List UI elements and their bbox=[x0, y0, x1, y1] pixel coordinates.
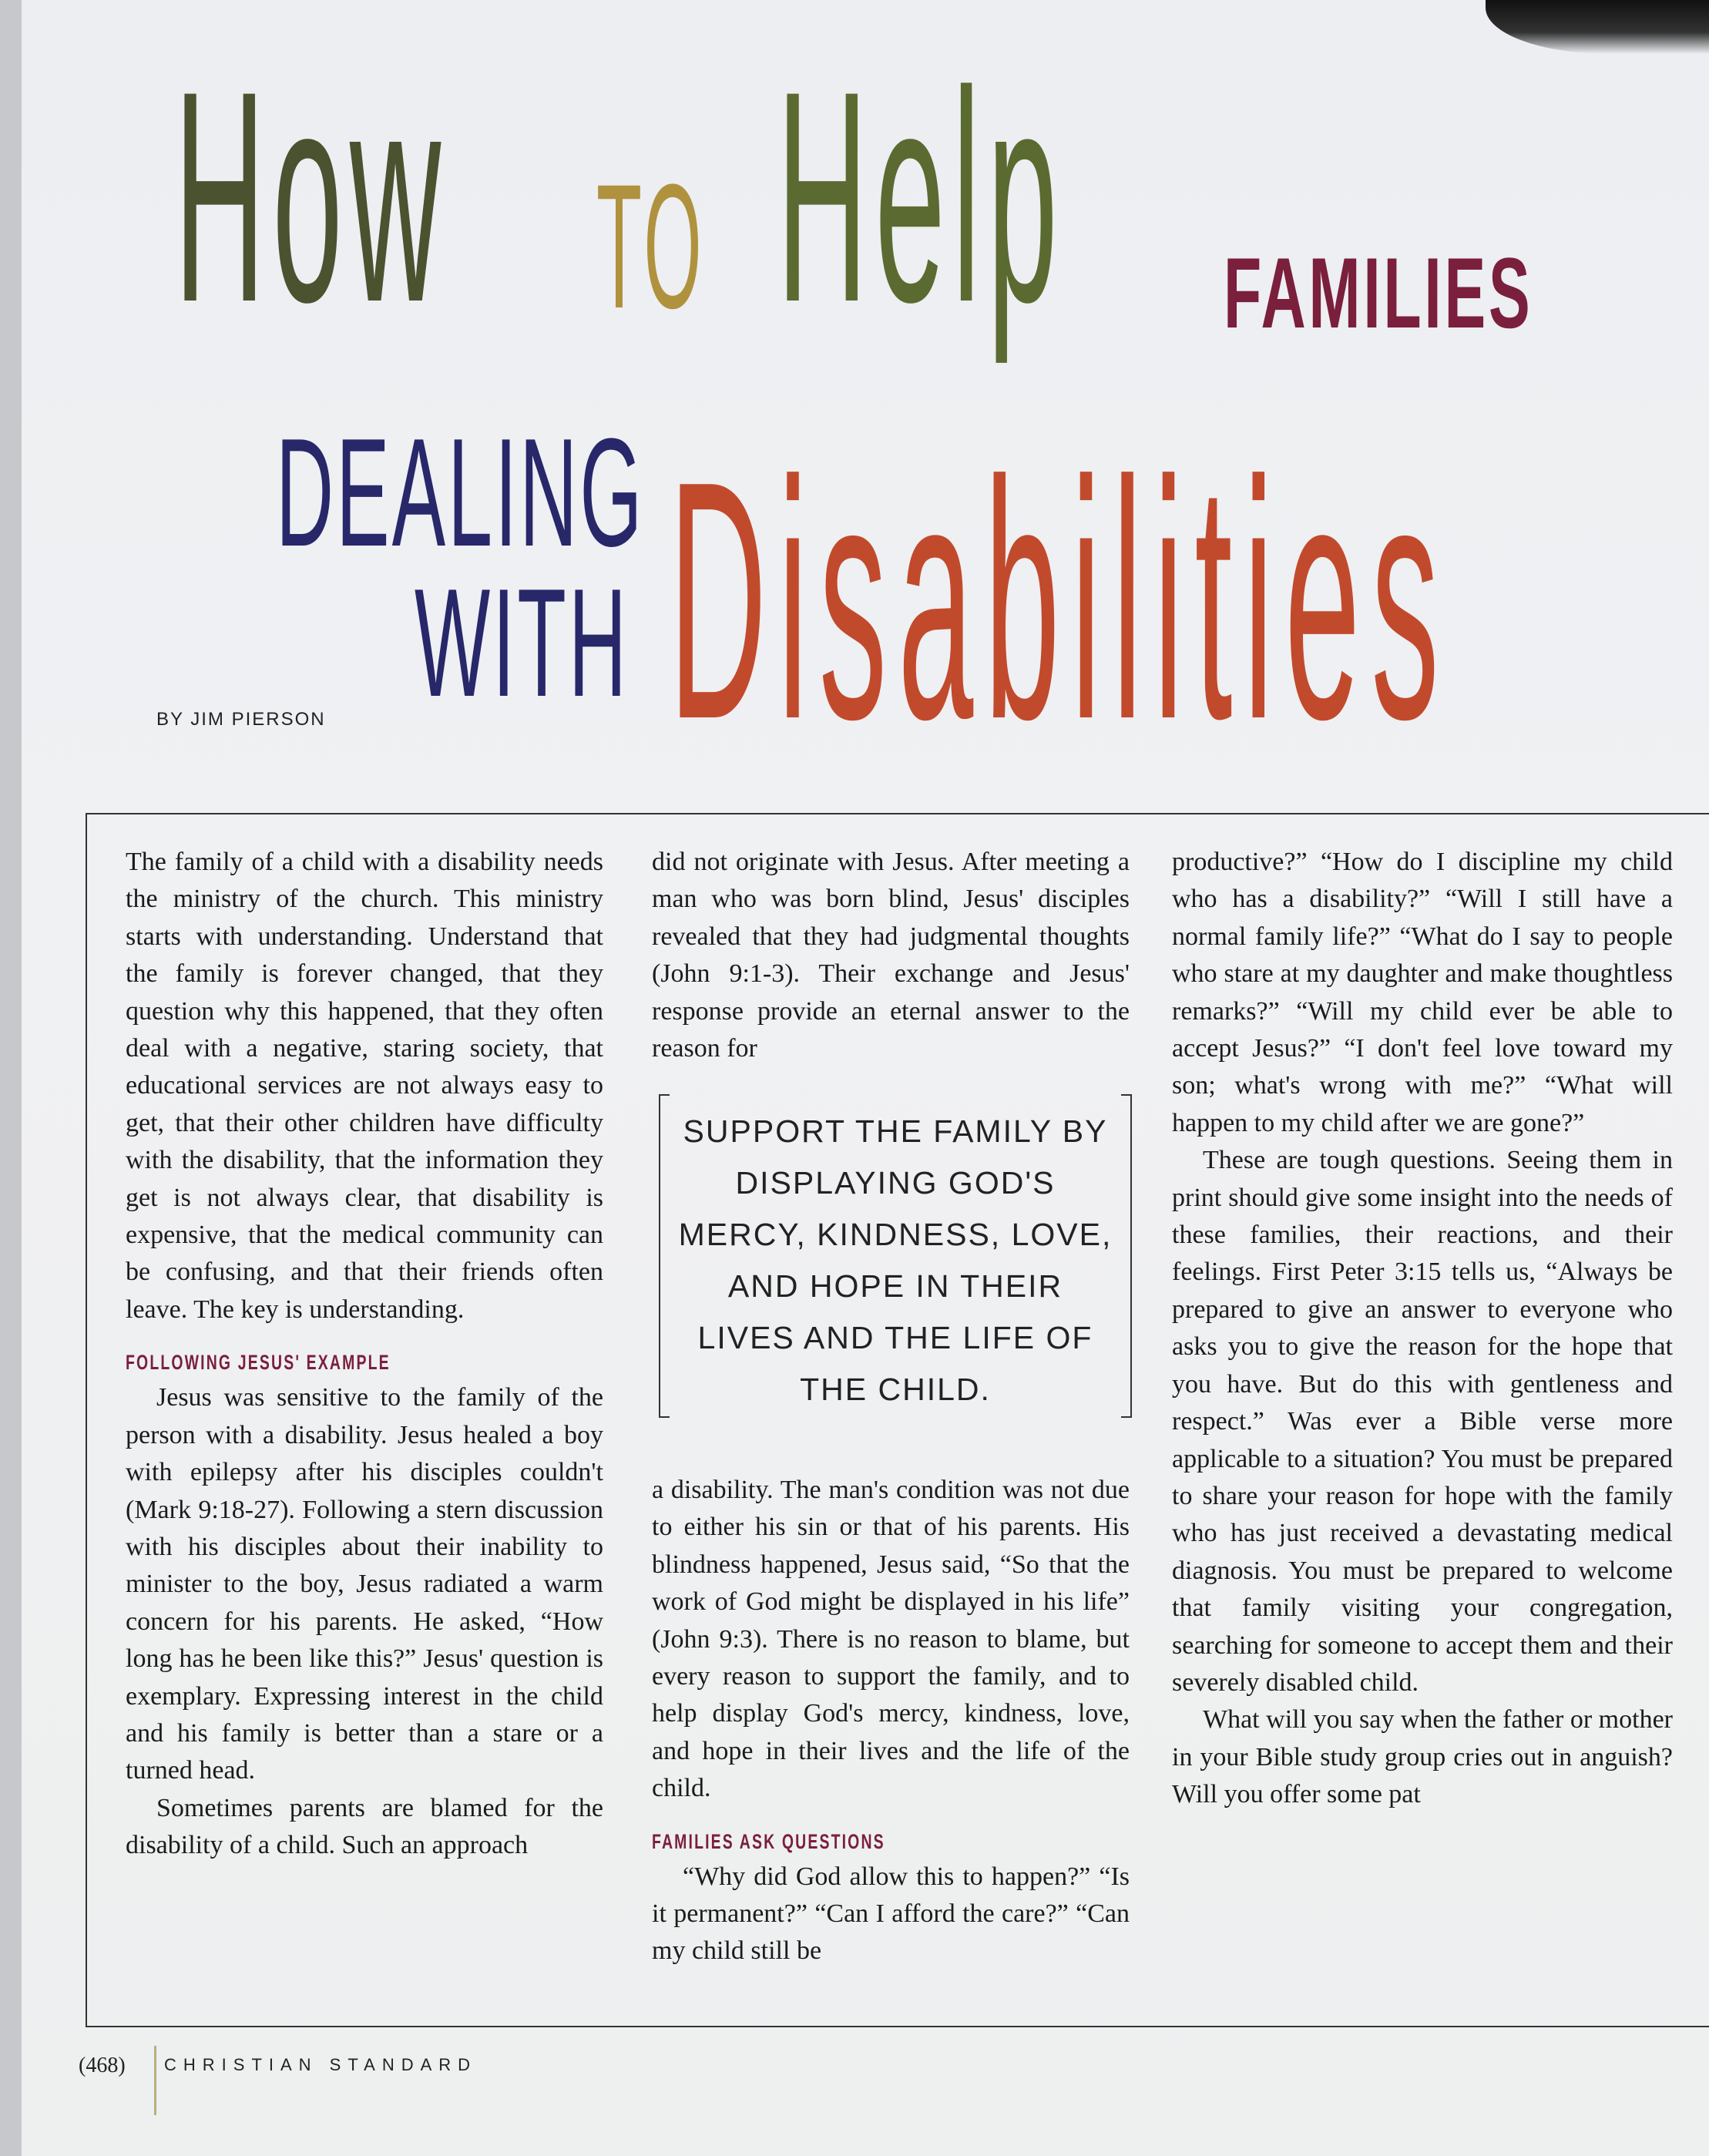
footer-divider bbox=[154, 2046, 156, 2115]
magazine-name: CHRISTIAN STANDARD bbox=[164, 2055, 478, 2074]
title-to: TO bbox=[596, 147, 705, 345]
paragraph: What will you say when the father or mother in your Bible study group cries out in anguish? Will you offer some pat bbox=[1172, 1705, 1673, 1809]
paragraph: These are tough questions. Seeing them in print should give some insight into the needs of these families, their reactions, and their feelings. First Peter 3:15 tells us, “Always be prepared to give an answer to everyone who asks you to give the reason for the hope that you have. But do this with gentleness and respect.” Was ever a Bible verse more applicable to a situation? You must be prepared to share your reason for hope with the family who has just received a devastating medical diagnosis. You must be prepared to welcome that family visiting your congregation, searching for someone to accept them and their severely disabled child. bbox=[1172, 1146, 1673, 1697]
paragraph: a disability. The man's condition was not due to either his sin or that of his parents. His blindness happened, Jesus said, “So that the work of God might be displayed in his life” (John 9:3). There is no reason to blame, but every reason to support the family, and to help display God's mercy, kindness, love, and hope in their lives and the life of the child. bbox=[652, 1476, 1130, 1803]
title-disabilities: Disabilities bbox=[669, 411, 1450, 790]
title-how: How bbox=[174, 29, 448, 364]
paragraph: The family of a child with a disability needs the ministry of the church. This ministry starts with understanding. Understand that the family is forever changed, that they question why this happened, that they often deal with a negative, staring society, that educational services are not always easy to get, that their other children have difficulty with the disability, that the information they get is not always clear, that disability is expensive, that the medical community can be confusing, and that their friends often leave. The key is understanding. bbox=[126, 848, 603, 1324]
title-with: WITH bbox=[415, 557, 630, 729]
column-2-top bbox=[652, 844, 1130, 1067]
paragraph: did not originate with Jesus. After meeting a man who was born blind, Jesus' disciples revealed that they had judgmental thoughts (John 9:1-3). Their exchange and Jesus' response provide an eternal answer to the reason for bbox=[652, 848, 1130, 1063]
paragraph: “Why did God allow this to happen?” “Is it permanent?” “Can I afford the care?” “Can my child still be bbox=[652, 1862, 1130, 1966]
paragraph: Sometimes parents are blamed for the disability of a child. Such an approach bbox=[126, 1793, 603, 1860]
column-3 bbox=[1172, 844, 1673, 1814]
byline: BY JIM PIERSON bbox=[156, 709, 326, 730]
title-dealing: DEALING bbox=[276, 407, 645, 579]
section-heading: FAMILIES ASK QUESTIONS bbox=[652, 1829, 885, 1853]
title-help: Help bbox=[777, 29, 1065, 364]
paragraph: productive?” “How do I discipline my child who has a disability?” “Will I still have a normal family life?” “What do I say to people who stare at my daughter and make thoughtless remarks?” “Will my child ever be able to accept Jesus?” “I don't feel love toward my son; what's wrong with me?” “What will happen to my child after we are gone?” bbox=[1172, 848, 1673, 1137]
section-heading: FOLLOWING JESUS' EXAMPLE bbox=[126, 1351, 391, 1375]
title-families: FAMILIES bbox=[1224, 237, 1533, 349]
page-number: (468) bbox=[79, 2054, 126, 2077]
pull-quote-box bbox=[659, 1094, 1132, 1418]
page-curl-shadow bbox=[1486, 0, 1709, 54]
paragraph: Jesus was sensitive to the family of the person with a disability. Jesus healed a boy with epilepsy after his disciples couldn't (Mark 9:18-27). Following a stern discussion with his disciples about their inability to minister to the boy, Jesus radiated a warm concern for his parents. He asked, “How long has he been like this?” Jesus' question is exemplary. Expressing interest in the child and his family is better than a stare or a turned head. bbox=[126, 1383, 603, 1785]
column-2-bottom bbox=[652, 1472, 1130, 1970]
column-1 bbox=[126, 844, 603, 1865]
pull-quote: SUPPORT THE FAMILY BY DISPLAYING GOD'S MERCY, KINDNESS, LOVE, AND HOPE IN THEIR LIVES AND THE LIFE OF THE CHILD. bbox=[678, 1113, 1113, 1407]
